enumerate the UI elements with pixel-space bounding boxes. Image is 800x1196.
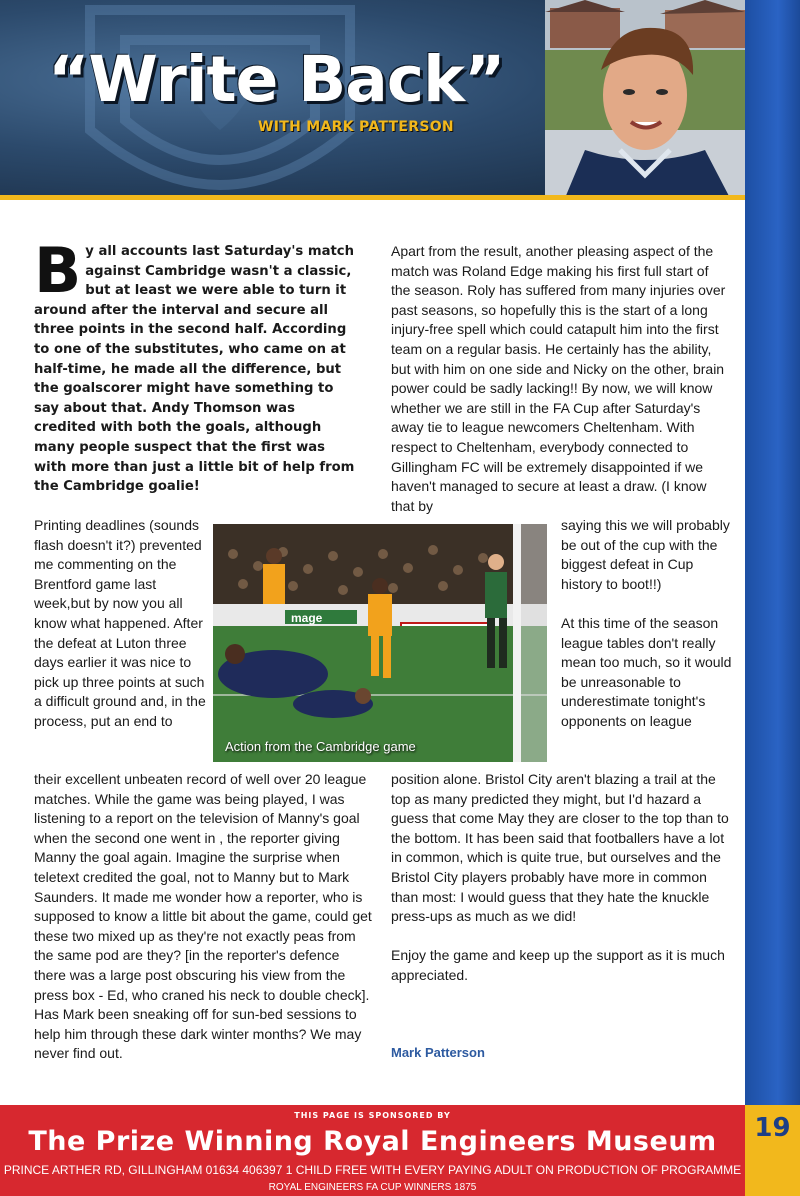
- body-paragraph: Apart from the result, another pleasing aspect of the match was Roland Edge making his first full start of the season. Roly has suffered from many injuries over past seasons, so hopefully this is the start of a long injury-free spell which could catapult him into the first team on a regular basis. He certainly has the ability, but with him on one side and Nicky on the other, brain power could be sadly lacking!! By now, we will know whether we are still in the FA Cup after Saturday's away tie to league newcomers Cheltenham. With respect to Cheltenham, everybody connected to Gillingham FC will be extremely disappointed if we haven't managed to secure at least a draw. (I know that by: [391, 243, 726, 514]
- drop-cap: B: [34, 234, 82, 307]
- left-narrow-column: [34, 516, 212, 732]
- body-paragraph: Printing deadlines (sounds flash doesn't it?) prevented me commenting on the Brentford game last week,but by now you all know what happened. After the defeat at Luton three days earlier it was nice to pick up three points at such a difficult ground and, in the process, put an end to: [34, 517, 206, 729]
- page-title: “Write Back”: [48, 43, 505, 116]
- right-wide-column: [391, 770, 731, 986]
- header-divider: [0, 195, 745, 200]
- page-number: 19: [754, 1113, 791, 1143]
- ad-board-image: mage: [291, 611, 323, 625]
- intro-text: y all accounts last Saturday's match against Cambridge wasn't a classic, but at least we were able to turn it around after the interval and secure all three points in the second half. According to one of the substitutes, who came on at half-time, he made all the difference, but the goalscorer might have something to say about that. Andy Thomson was credited with both the goals, although many people suspect that the first was with more than just a little bit of help from the Cambridge goalie!: [34, 244, 355, 495]
- body-paragraph: their excellent unbeaten record of well over 20 league matches. While the game was being played, I was listening to a report on the television of Manny's goal when the second one went in , the reporter giving Manny the goal again. Imagine the surprise when teletext credited the goal, not to Manny but to Mark Saunders. It made me wonder how a reporter, who is supposed to know a little bit about the game, could get these two mixed up as they're not exactly peas from the same pod are they? [in the reporter's defence there was a large post obscuring his view from the press box - Ed, who craned his neck to double check]. Has Mark been sneaking off for sun-bed sessions to help him through these dark winter months? We may never find out.: [34, 771, 372, 1062]
- author-portrait: [545, 0, 745, 198]
- body-paragraph: Enjoy the game and keep up the support as it is much appreciated.: [391, 947, 725, 983]
- sponsor-footer: [0, 1105, 745, 1196]
- sponsor-tagline: ROYAL ENGINEERS FA CUP WINNERS 1875: [268, 1182, 477, 1193]
- page-header: [0, 0, 745, 198]
- body-paragraph: position alone. Bristol City aren't blazing a trail at the top as many predicted they might, but I'd hazard a guess that come May they are closer to the top than to the bottom. It has been said that footballers have a lot in common, which is quite true, but ourselves and the Bristol City players probably have more in common than most: I would guess that they hate the knuckle press-ups as much as we did!: [391, 771, 729, 925]
- left-wide-column: [34, 770, 372, 1064]
- sponsor-name: The Prize Winning Royal Engineers Museum: [28, 1126, 717, 1157]
- photo-caption: Action from the Cambridge game: [225, 739, 416, 754]
- match-photo-image: [213, 524, 547, 762]
- sponsor-details: PRINCE ARTHER RD, GILLINGHAM 01634 406397 1 CHILD FREE WITH EVERY PAYING ADULT ON PRODUCTION OF PROGRAMME: [3, 1163, 742, 1177]
- page-subtitle: WITH MARK PATTERSON: [258, 119, 454, 135]
- intro-paragraph: [34, 234, 360, 497]
- right-blue-bar: [745, 0, 800, 1105]
- page-number-box: [745, 1105, 800, 1196]
- author-signature: Mark Patterson: [391, 1045, 485, 1060]
- match-photo: [213, 524, 547, 762]
- right-narrow-column: [561, 516, 736, 732]
- right-top-column: [391, 242, 731, 516]
- body-paragraph: At this time of the season league tables don't really mean too much, so it would be unreasonable to underestimate tonight's opponents on league: [561, 614, 732, 729]
- sponsor-label: THIS PAGE IS SPONSORED BY: [294, 1111, 451, 1120]
- body-paragraph: saying this we will probably be out of the cup with the biggest defeat in Cup history to boot!!): [561, 517, 730, 592]
